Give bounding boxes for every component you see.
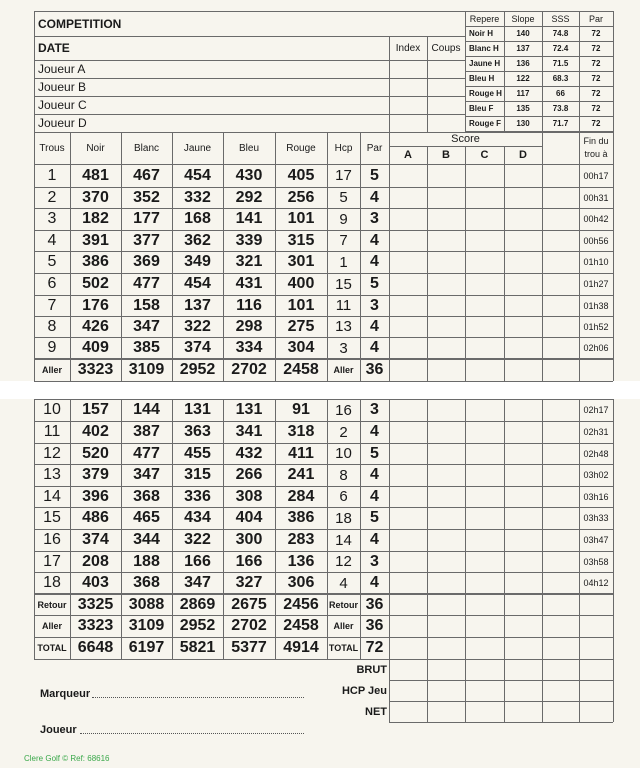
joueur-label: Joueur: [40, 724, 77, 736]
yardage-bleu: 327: [235, 574, 263, 591]
col-player: A: [404, 149, 412, 161]
hole-finish-time: 00h31: [583, 192, 609, 203]
total-blanc: 3088: [128, 595, 165, 613]
col-score: Score: [451, 133, 480, 145]
hole-number: 11: [43, 423, 61, 440]
yardage-jaune: 362: [184, 231, 211, 249]
total-noir: 3323: [77, 361, 114, 378]
grid-line: [613, 399, 614, 659]
yardage-blanc: 477: [133, 275, 160, 292]
hole-finish-time: 03h33: [583, 513, 609, 523]
tees-header: Slope: [511, 13, 535, 24]
hole-hcp: 9: [339, 210, 348, 228]
yardage-jaune: 349: [184, 253, 211, 270]
tees-cell: Bleu H: [469, 74, 495, 83]
grid-line: [613, 659, 614, 722]
col-par: Par: [366, 142, 383, 154]
yardage-jaune: 374: [184, 339, 211, 356]
hole-par: 4: [370, 317, 379, 335]
col-noir: Noir: [86, 142, 105, 154]
coups-label: Coups: [431, 42, 461, 54]
tees-cell: 117: [516, 89, 530, 98]
hole-number: 16: [43, 531, 61, 548]
hole-hcp: 1: [339, 253, 348, 271]
total-label: Aller: [41, 365, 62, 375]
col-rouge: Rouge: [286, 142, 316, 154]
tees-cell: 136: [516, 59, 530, 68]
tees-cell: Noir H: [469, 29, 493, 38]
yardage-rouge: 301: [287, 253, 315, 270]
yardage-blanc: 188: [133, 552, 160, 570]
hole-par: 5: [370, 166, 379, 184]
hole-finish-time: 00h42: [583, 214, 609, 224]
yardage-noir: 379: [82, 466, 109, 483]
yardage-blanc: 368: [133, 574, 160, 591]
hole-par: 4: [370, 466, 379, 483]
yardage-jaune: 455: [184, 444, 211, 462]
yardage-blanc: 477: [133, 444, 160, 462]
yardage-jaune: 166: [184, 552, 211, 570]
hole-par: 3: [370, 552, 379, 570]
yardage-noir: 396: [82, 487, 109, 505]
col-fin-line1: Fin du: [583, 136, 609, 146]
hole-number: 3: [47, 210, 57, 227]
yardage-bleu: 432: [235, 444, 263, 462]
grid-line: [389, 399, 390, 659]
total-rouge: 2456: [283, 595, 319, 613]
yardage-noir: 374: [82, 531, 109, 548]
yardage-bleu: 431: [235, 275, 263, 292]
yardage-bleu: 308: [235, 487, 263, 505]
grid-line: [34, 381, 613, 382]
yardage-blanc: 347: [133, 466, 160, 483]
tees-cell: 71.7: [552, 119, 569, 128]
grid-line: [427, 659, 428, 722]
tees-cell: 137: [516, 44, 530, 53]
yardage-rouge: 284: [287, 487, 315, 505]
tees-cell: 122: [516, 74, 530, 83]
yardage-jaune: 347: [184, 574, 211, 591]
yardage-noir: 520: [82, 444, 109, 462]
yardage-noir: 403: [82, 574, 109, 591]
total-jaune: 2869: [179, 595, 216, 613]
yardage-bleu: 292: [235, 188, 263, 206]
hole-number: 6: [47, 275, 57, 292]
tees-cell: Bleu F: [469, 104, 494, 113]
card-fold: [0, 381, 640, 399]
hole-par: 4: [370, 188, 379, 206]
tees-cell: 74.8: [552, 29, 569, 38]
yardage-noir: 391: [82, 231, 109, 249]
total-rouge: 2458: [283, 617, 319, 634]
hole-number: 17: [43, 552, 61, 570]
yardage-rouge: 306: [287, 574, 315, 591]
tees-cell: 73.8: [552, 104, 569, 113]
hole-hcp: 13: [335, 318, 352, 335]
yardage-blanc: 467: [133, 166, 160, 184]
tees-cell: 72: [591, 44, 601, 53]
tees-cell: 71.5: [552, 59, 569, 68]
yardage-blanc: 385: [133, 339, 160, 356]
grid-line: [427, 399, 428, 659]
date-label: DATE: [38, 41, 70, 55]
hole-hcp: 15: [335, 275, 352, 293]
total-label-2: Aller: [333, 365, 354, 375]
hole-hcp: 10: [335, 445, 352, 462]
tees-cell: Rouge H: [469, 89, 502, 98]
grid-line: [465, 659, 466, 722]
grid-line: [504, 399, 505, 659]
hole-number: 2: [47, 188, 57, 206]
total-label-2: Aller: [333, 621, 354, 631]
yardage-rouge: 304: [287, 339, 315, 356]
hole-finish-time: 01h52: [583, 321, 609, 332]
yardage-rouge: 405: [287, 166, 315, 184]
grid-line: [504, 659, 505, 722]
yardage-rouge: 91: [292, 401, 310, 418]
hole-finish-time: 00h56: [583, 235, 609, 246]
yardage-rouge: 411: [288, 444, 314, 462]
yardage-noir: 208: [82, 552, 109, 570]
hole-par: 5: [370, 275, 379, 292]
total-jaune: 2952: [179, 361, 216, 378]
hole-finish-time: 02h06: [583, 343, 609, 353]
yardage-noir: 481: [82, 166, 109, 184]
tees-cell: 72: [591, 59, 601, 68]
yardage-bleu: 298: [235, 317, 263, 335]
col-blanc: Blanc: [133, 142, 159, 154]
grid-line: [389, 132, 390, 381]
yardage-jaune: 434: [184, 509, 211, 526]
yardage-bleu: 339: [235, 231, 263, 249]
grid-line: [613, 11, 614, 381]
tees-cell: 72: [591, 89, 601, 98]
total-bleu: 2675: [231, 595, 267, 613]
hole-hcp: 5: [339, 189, 348, 206]
grid-line: [579, 659, 580, 722]
hole-number: 10: [43, 401, 61, 418]
total-blanc: 6197: [128, 639, 165, 656]
hole-finish-time: 04h12: [583, 578, 609, 588]
total-label-2: TOTAL: [328, 643, 359, 653]
player-name-label: Joueur D: [38, 116, 87, 130]
net-label: NET: [365, 705, 387, 718]
hole-par: 4: [370, 253, 379, 270]
yardage-blanc: 344: [133, 531, 160, 548]
total-noir: 3323: [77, 617, 114, 634]
hole-number: 12: [43, 444, 61, 462]
hole-number: 4: [47, 231, 57, 249]
yardage-jaune: 168: [184, 210, 211, 227]
hole-finish-time: 03h02: [583, 470, 609, 480]
hole-finish-time: 00h17: [583, 170, 609, 181]
yardage-blanc: 369: [133, 253, 160, 270]
hole-finish-time: 01h27: [583, 279, 609, 289]
total-blanc: 3109: [128, 617, 165, 634]
grid-line: [389, 659, 390, 722]
col-fin-line2: trou à: [584, 149, 608, 159]
hole-hcp: 8: [339, 466, 348, 484]
hole-finish-time: 01h38: [583, 300, 609, 311]
tees-cell: 130: [516, 119, 530, 128]
yardage-blanc: 377: [133, 231, 160, 249]
player-name-label: Joueur B: [38, 80, 87, 94]
yardage-noir: 426: [82, 317, 109, 335]
hole-hcp: 16: [335, 401, 352, 419]
yardage-rouge: 241: [287, 466, 315, 483]
col-bleu: Bleu: [238, 142, 259, 154]
hole-number: 1: [47, 166, 57, 184]
yardage-noir: 370: [82, 188, 109, 206]
hole-par: 3: [370, 210, 379, 227]
hole-par: 4: [370, 231, 379, 249]
hole-number: 13: [43, 466, 61, 483]
tees-cell: Jaune H: [469, 59, 501, 68]
tees-header: Repere: [469, 13, 500, 24]
yardage-blanc: 158: [133, 296, 160, 314]
hole-par: 4: [370, 531, 379, 548]
yardage-noir: 402: [82, 423, 109, 440]
tees-cell: 72.4: [552, 44, 569, 53]
yardage-bleu: 404: [235, 509, 263, 526]
marqueur-label: Marqueur: [40, 688, 91, 700]
yardage-rouge: 283: [287, 531, 315, 548]
hole-number: 5: [47, 253, 57, 270]
yardage-bleu: 166: [235, 552, 263, 570]
hole-par: 5: [370, 444, 379, 462]
total-par: 36: [365, 617, 384, 634]
yardage-rouge: 101: [287, 210, 315, 227]
yardage-bleu: 334: [235, 339, 263, 356]
tees-cell: 68.3: [552, 74, 569, 83]
tees-cell: Blanc H: [469, 44, 499, 53]
total-par: 36: [365, 361, 384, 378]
col-player: B: [442, 149, 450, 161]
player-name-label: Joueur C: [38, 98, 87, 112]
index-label: Index: [395, 42, 421, 54]
brut-label: BRUT: [356, 663, 387, 676]
yardage-noir: 502: [82, 275, 109, 292]
tees-cell: 135: [516, 104, 530, 113]
total-rouge: 2458: [283, 361, 319, 378]
hole-number: 15: [43, 509, 61, 526]
tees-cell: 72: [591, 29, 601, 38]
total-bleu: 2702: [231, 361, 267, 378]
col-trous: Trous: [39, 142, 65, 154]
yardage-blanc: 387: [133, 423, 160, 440]
yardage-bleu: 131: [235, 401, 263, 418]
yardage-jaune: 454: [184, 166, 211, 184]
hole-hcp: 6: [339, 488, 348, 505]
hole-hcp: 3: [339, 339, 348, 357]
total-label: Retour: [37, 599, 67, 610]
marqueur-signature-line[interactable]: [92, 697, 304, 698]
yardage-blanc: 352: [133, 188, 160, 206]
joueur-signature-line[interactable]: [80, 733, 304, 734]
hole-finish-time: 01h10: [583, 257, 609, 267]
total-label: Aller: [41, 621, 62, 631]
tees-header: SSS: [551, 13, 570, 24]
yardage-blanc: 177: [133, 210, 160, 227]
hole-par: 4: [370, 574, 379, 591]
tees-cell: 140: [516, 29, 530, 38]
col-player: C: [480, 149, 489, 161]
hole-finish-time: 03h58: [583, 556, 609, 567]
yardage-blanc: 465: [133, 509, 160, 526]
total-blanc: 3109: [128, 361, 165, 378]
hole-number: 7: [47, 296, 57, 314]
yardage-bleu: 430: [235, 166, 263, 184]
total-rouge: 4914: [283, 639, 319, 656]
yardage-rouge: 315: [287, 231, 315, 249]
col-player: D: [519, 149, 527, 161]
hole-finish-time: 02h48: [583, 448, 609, 459]
tees-header: Par: [588, 13, 603, 24]
total-bleu: 5377: [231, 639, 267, 656]
yardage-jaune: 137: [184, 296, 211, 314]
grid-line: [542, 132, 543, 381]
yardage-jaune: 336: [184, 487, 211, 505]
hole-hcp: 12: [335, 553, 352, 570]
hole-hcp: 17: [335, 167, 352, 184]
yardage-bleu: 321: [235, 253, 263, 270]
yardage-jaune: 322: [184, 317, 211, 335]
grid-line: [465, 399, 466, 659]
grid-line: [389, 722, 613, 723]
tees-cell: Rouge F: [469, 119, 501, 128]
total-noir: 3325: [77, 595, 114, 613]
hole-number: 14: [43, 487, 61, 505]
yardage-noir: 176: [82, 296, 109, 314]
total-bleu: 2702: [231, 617, 267, 634]
hole-finish-time: 03h47: [583, 535, 609, 545]
hole-hcp: 4: [339, 574, 348, 592]
hole-number: 18: [43, 574, 61, 591]
hole-hcp: 7: [339, 232, 348, 249]
grid-line: [542, 659, 543, 722]
yardage-noir: 486: [82, 509, 109, 526]
total-label: TOTAL: [37, 643, 67, 653]
total-par: 72: [365, 639, 384, 656]
hole-par: 4: [370, 423, 379, 440]
hole-number: 9: [47, 339, 57, 356]
yardage-noir: 386: [82, 253, 109, 270]
yardage-bleu: 266: [235, 466, 263, 483]
yardage-jaune: 315: [184, 466, 211, 483]
hcp-jeu-label: HCP Jeu: [341, 684, 387, 697]
yardage-blanc: 368: [133, 487, 160, 505]
col-jaune: Jaune: [183, 142, 212, 154]
yardage-bleu: 141: [235, 210, 263, 227]
tees-cell: 72: [591, 104, 601, 113]
hole-hcp: 2: [339, 423, 348, 441]
player-name-label: Joueur A: [38, 62, 86, 76]
tees-cell: 66: [556, 89, 565, 98]
yardage-bleu: 116: [236, 296, 262, 314]
yardage-rouge: 101: [287, 296, 315, 314]
hole-hcp: 11: [335, 297, 352, 314]
yardage-jaune: 332: [184, 188, 211, 206]
tees-cell: 72: [591, 74, 601, 83]
hole-par: 5: [370, 509, 379, 526]
hole-par: 3: [370, 401, 379, 418]
yardage-rouge: 256: [287, 188, 315, 206]
hole-hcp: 18: [335, 509, 352, 527]
tees-cell: 72: [591, 119, 601, 128]
yardage-rouge: 275: [287, 317, 315, 335]
yardage-jaune: 454: [184, 275, 211, 292]
grid-line: [542, 399, 543, 659]
hole-par: 3: [370, 296, 379, 314]
yardage-noir: 409: [82, 339, 109, 356]
yardage-blanc: 347: [133, 317, 160, 335]
hole-number: 8: [47, 317, 57, 335]
yardage-rouge: 400: [287, 275, 315, 292]
yardage-jaune: 322: [184, 531, 211, 548]
hole-finish-time: 02h17: [583, 405, 609, 415]
yardage-rouge: 136: [287, 552, 315, 570]
yardage-blanc: 144: [133, 401, 160, 418]
yardage-noir: 182: [82, 210, 109, 227]
yardage-rouge: 318: [287, 423, 315, 440]
grid-line: [465, 146, 466, 381]
hole-par: 4: [370, 487, 379, 505]
col-hcp: Hcp: [334, 142, 353, 154]
yardage-noir: 157: [82, 401, 109, 418]
grid-line: [427, 146, 428, 381]
hole-finish-time: 03h16: [583, 491, 609, 502]
yardage-jaune: 131: [184, 401, 211, 418]
yardage-bleu: 300: [235, 531, 263, 548]
total-jaune: 5821: [179, 639, 216, 656]
credit-text: Clere Golf © Ref: 68616: [24, 753, 110, 763]
yardage-rouge: 386: [287, 509, 315, 526]
grid-line: [504, 146, 505, 381]
yardage-jaune: 363: [184, 423, 211, 440]
yardage-bleu: 341: [235, 423, 263, 440]
hole-par: 4: [370, 339, 379, 356]
competition-label: COMPETITION: [38, 16, 122, 31]
total-par: 36: [365, 595, 384, 613]
hole-hcp: 14: [335, 531, 352, 549]
hole-finish-time: 02h31: [583, 427, 609, 437]
total-label-2: Retour: [329, 599, 358, 610]
total-jaune: 2952: [179, 617, 216, 634]
total-noir: 6648: [77, 639, 114, 656]
